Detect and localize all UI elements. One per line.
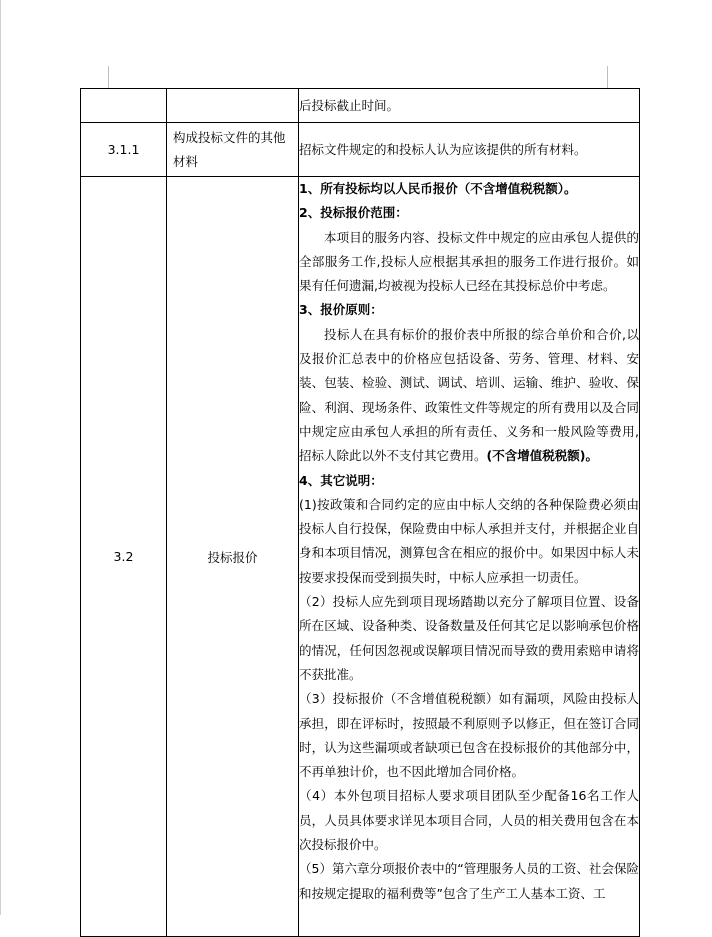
paragraph-principles bbox=[299, 323, 639, 469]
paragraph-scope: 本项目的服务内容、投标文件中规定的应由承包人提供的全部服务工作,投标人应根据其承担的服务工作进行报价。如果有任何遗漏,均被视为投标人已经在其投标总价中考虑。 bbox=[299, 229, 639, 294]
note-omissions: （3）投标报价（不含增值税税额）如有漏项，风险由投标人承担，即在评标时，按照最不利原则予以修正，但在签订合同时，认为这些漏项或者缺项已包含在投标报价的其他部分中，不再单独计价，也不因此增加合同价格。 bbox=[299, 691, 639, 780]
note-site-visit: （2）投标人应先到项目现场踏勘以充分了解项目位置、设备所在区域、设备种类、设备数量及任何其它足以影响承包价格的情况，任何因忽视或误解项目情况而导致的费用索赔申请将不获批准。 bbox=[299, 594, 639, 682]
clause-content-cell bbox=[299, 89, 640, 123]
clause-number-cell: 3.2 bbox=[81, 177, 167, 937]
clause-content-text: 招标文件规定的和投标人认为应该提供的所有材料。 bbox=[299, 141, 587, 157]
page-left-edge bbox=[0, 0, 1, 915]
crop-mark-left bbox=[108, 66, 109, 88]
clause-name-cell bbox=[167, 89, 299, 123]
note-staffing: （4）本外包项目招标人要求项目团队至少配备16名工作人员，人员具体要求详见本项目合同，人员的相关费用包含在本次投标报价中。 bbox=[299, 788, 639, 853]
table-row bbox=[81, 177, 640, 937]
bid-clause-table bbox=[80, 88, 640, 937]
clause-content-text: 后投标截止时间。 bbox=[299, 97, 400, 113]
note-wage-items: （5）第六章分项报价表中的“管理服务人员的工资、社会保险和按规定提取的福利费等”包含了生产工人基本工资、工 bbox=[299, 861, 639, 901]
tax-exclusion-note: (不含增值税税额)。 bbox=[486, 448, 598, 464]
table-row bbox=[81, 89, 640, 123]
heading-principles: 3、报价原则： bbox=[299, 302, 383, 318]
heading-currency: 1、所有投标均以人民币报价（不含增值税税额）。 bbox=[299, 181, 577, 196]
paragraph-principles-text: 投标人在具有标价的报价表中所报的综合单价和合价,以及报价汇总表中的价格应包括设备、劳务、管理、材料、安装、包装、检验、测试、调试、培训、运输、维护、验收、保险、利润、现场条件、政策性文件等规定的所有费用以及合同中规定应由承包人承担的所有责任、义务和一般风险等费用,招标人除此以外不支付其它费用。 bbox=[299, 326, 639, 464]
clause-name-cell: 构成投标文件的其他材料 bbox=[167, 123, 299, 177]
clause-number-cell bbox=[81, 89, 167, 123]
clause-number-cell: 3.1.1 bbox=[81, 123, 167, 177]
heading-other-notes: 4、其它说明： bbox=[299, 472, 383, 488]
heading-scope: 2、投标报价范围： bbox=[299, 205, 408, 221]
clause-content-cell bbox=[299, 123, 640, 177]
crop-mark-right bbox=[607, 66, 608, 88]
clause-name-cell: 投标报价 bbox=[167, 177, 299, 937]
clause-content-cell bbox=[299, 177, 640, 937]
table-row bbox=[81, 123, 640, 177]
note-insurance: (1)按政策和合同约定的应由中标人交纳的各种保险费必须由投标人自行投保，保险费由中标人承担并支付，并根据企业自身和本项目情况，测算包含在相应的报价中。如果因中标人未按要求投保而受到损失时，中标人应承担一切责任。 bbox=[299, 496, 639, 585]
